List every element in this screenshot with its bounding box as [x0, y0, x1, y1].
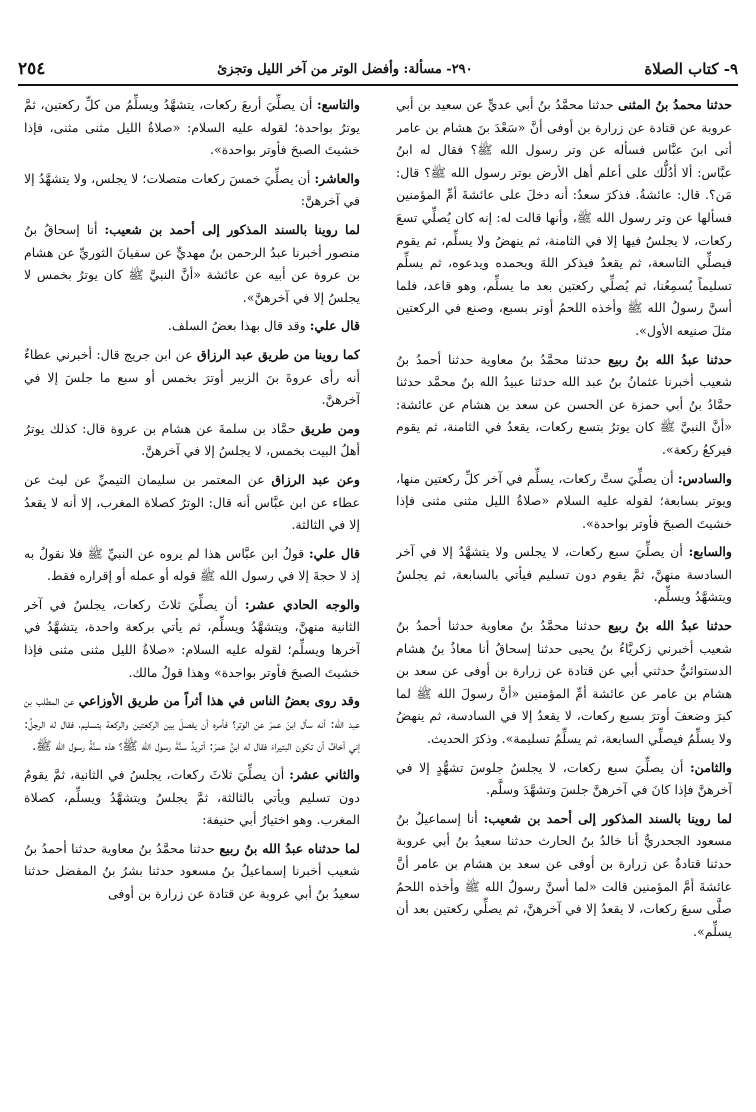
paragraph — [24, 168, 360, 213]
paragraph — [24, 690, 360, 758]
paragraph — [24, 764, 360, 832]
paragraph-lead: وقد روى بعضُ الناس في هذا أثراً من طريق الأوزاعي — [78, 693, 360, 709]
paragraph-text: أن يصلِّيَ سبع ركعات، لا يجلس ولا يتشهَّدُ إلا في آخر السادسة منهنَّ، ثمَّ يقوم دون تسليم فيأتي بالسابعة، ثم يجلسُ ويتشهَّدُ ويسلِّم. — [396, 544, 732, 605]
paragraph — [396, 349, 732, 462]
paragraph-text: قولُ ابن عبَّاس هذا لم يروه عن النبيِّ ﷺ فلا نقولُ به إذ لا حجةَ إلا في رسول الله ﷺ قوله أو عمله أو إقراره فقط. — [24, 545, 360, 584]
paragraph — [24, 219, 360, 309]
paragraph — [24, 344, 360, 412]
paragraph — [396, 808, 732, 944]
paragraph-lead: والتاسع: — [317, 97, 360, 112]
paragraph-text: حدثنا محمَّدُ بنُ معاوية حدثنا أحمدُ بنُ شعيب أخبرنا إسماعيلُ بنُ مسعود حدثنا بشرُ بنُ المفضل حدثنا سعيدُ بنُ أبي عروبة عن قتادة عن زرارة بن أوفى — [24, 840, 360, 901]
paragraph-lead: قال علي: — [309, 318, 360, 334]
paragraph-lead: حدثنا محمدُ بنُ المثنى — [617, 97, 732, 112]
paragraph-text: أن يصلِّيَ ستَّ ركعات، يسلِّم في آخر كلِّ ركعتين منها، ويوتر بسابعة؛ لقوله عليه السلام «صلاةُ الليل مثنى مثنى فإذا خشيتَ الصبحَ فأوتر بواحدة». — [396, 470, 732, 531]
paragraph-lead: والثاني عشر: — [289, 767, 360, 783]
page-number: ٢٥٤ — [18, 59, 46, 79]
paragraph-lead: والسادس: — [677, 470, 732, 486]
paragraph-lead: قال علي: — [309, 545, 360, 561]
paragraph-lead: لما روينا بالسند المذكور إلى أحمد بن شعيب: — [104, 221, 360, 237]
paragraph-text: حمَّاد بن سلمةَ عن هشام بن عروة قال: كذلك يوترُ أهلُ البيت بخمس، لا يجلسُ إلا في آخرهنَّ. — [24, 420, 360, 459]
paragraph-lead: والسابع: — [688, 544, 732, 560]
paragraph-lead: والوجه الحادي عشر: — [244, 596, 360, 612]
paragraph-lead: لما حدثناه عبدُ الله بنُ ربيع — [219, 840, 360, 856]
paragraph — [24, 594, 360, 684]
paragraph-lead: والعاشر: — [314, 170, 360, 186]
paragraph — [396, 541, 732, 609]
paragraph — [24, 418, 360, 463]
paragraph — [24, 315, 360, 338]
paragraph — [396, 757, 732, 802]
right-column — [396, 94, 732, 1094]
paragraph — [396, 94, 732, 343]
paragraph — [24, 838, 360, 906]
header-divider — [18, 84, 738, 86]
paragraph — [396, 615, 732, 751]
paragraph-lead: لما روينا بالسند المذكور إلى أحمد بن شعيب: — [483, 810, 732, 826]
left-column — [24, 94, 360, 1094]
paragraph-text: أن يصلِّيَ سبع ركعات، لا يجلسُ جلوسَ تشهُّدٍ إلا في آخرهنَّ فإذا كانَ في آخرهنَّ جلسَ وتشهَّدَ وسلَّم. — [396, 759, 732, 798]
paragraph — [396, 468, 732, 536]
paragraph-lead: حدثنا عبدُ الله بنُ ربيع — [608, 351, 732, 367]
paragraph-text: عن المطلب بن عبد الله: أنه سأل ابنَ عمرَ عن الوتر؟ فأمره أن يفصلَ بين الركعتين والركعة بتسليم، فقال له الرجلُ: إني أخافُ أن تكون البتيراءَ فقال له ابنُ عمرَ: أتريدُ سنَّةَ رسول الله ﷺ؟ هذه سنَّةُ رسول الله ﷺ. — [24, 693, 360, 754]
paragraph-text: أن يصلِّيَ ثلاثَ ركعات، يجلسُ في آخر الثانية منهنَّ، ويتشهَّدُ ويسلِّم، ثم يأتي بركعة واحدة، يتشهَّدُ في آخرها ويسلِّم؛ لقوله عليه السلام: «صلاةُ الليل مثنى مثنى فإذا خشيتَ الصبحَ فأوتر بواحدة» وهذا قولُ مالك. — [24, 596, 360, 680]
paragraph-lead: وعن عبد الرزاق — [271, 471, 360, 487]
paragraph-lead: ومن طريق — [300, 420, 360, 436]
paragraph-text: أنا إسحاقُ بنُ منصور أخبرنا عبدُ الرحمن بنُ مهديٍّ عن سفيانَ الثوريِّ عن هشام بن عروة عن أبيه عن عائشة «أنَّ النبيَّ ﷺ كان يوترُ بخمس لا يجلسُ إلا في آخرهنَّ». — [24, 221, 360, 305]
paragraph — [24, 469, 360, 537]
paragraph-lead: حدثنا عبدُ الله بنُ ربيع — [608, 618, 732, 634]
section-title: ٢٩٠- مسألة: وأفضل الوتر من آخر الليل وتجزئ — [217, 61, 473, 77]
page-header — [18, 56, 738, 82]
paragraph-text: وقد قال بهذا بعضُ السلف. — [167, 318, 310, 334]
paragraph-text: أن يصلِّيَ أربعَ ركعات، يتشهَّدُ ويسلِّمُ من كلِّ ركعتين، ثمَّ يوترُ بواحدة؛ لقوله عليه السلام: «صلاةُ الليل مثنى مثنى، فإذا خشيتَ الصبحَ فأوتر بواحدة». — [24, 97, 360, 158]
paragraph-lead: والثامن: — [689, 759, 732, 775]
paragraph-text: عن ابن جريج قال: أخبرني عطاءٌ أنه رأى عروةَ بنَ الزبير أوترَ بخمس أو سبع ما جلسَ إلا في آخرهنَّ. — [24, 346, 360, 408]
paragraph-text: أن يصلِّيَ ثلاثَ ركعات، يجلسُ في الثانية، ثمَّ يقومُ دون تسليم ويأتي بالثالثة، ثمَّ يجلسُ ويتشهَّدُ ويسلِّم، كصلاة المغرب. وهو اختيارُ أبي حنيفة: — [24, 767, 360, 828]
chapter-title: ٩- كتاب الصلاة — [644, 60, 738, 78]
paragraph — [24, 94, 360, 162]
paragraph-text: أن يصلِّيَ خمسَ ركعات متصلات؛ لا يجلس، ولا يتشهَّدُ إلا في آخرهنَّ: — [24, 170, 360, 209]
paragraph-text: عن المعتمر بن سليمان التيميِّ عن ليث عن عطاء عن ابن عبَّاس أنه قال: الوترُ كصلاة المغرب، إلا أنه لا يقعدُ إلا في الثالثة. — [24, 471, 360, 533]
paragraph-text: حدثنا محمَّدُ بنُ أبي عديٍّ عن سعيد بن أبي عروبة عن قتادة عن زرارة بن أوفى أنَّ «سَعْدَ بنَ هشام بن عامر أتى ابنَ عبَّاس فسأله عن وتر رسول الله ﷺ؟ فقال له ابنُ عبَّاس: ألا أدُلُّك على أعلم أهل الأرض بوتر رسول الله ﷺ؟ قال: مَن؟. قال: عائشةُ. فذكرَ سعدٌ: أنه دخلَ على عائشةَ أمِّ المؤمنين فسألها عن وتر رسول الله ﷺ، وأنها قالت له: إنه كان يُصلِّي تسعَ ركعات، لا يجلسُ فيها إلا في الثامنة، ثم ينهضُ ولا يسلِّم، ثم يقوم فيصلِّي التاسعة، ثم يقعدُ فيذكر اللهَ ويحمده ويدعوه، ثم يسلِّم تسليماً يُسمِعُنا، ثم يُصلِّي ركعتين بعد ما يسلِّم، وهو قاعد، فلما أسنَّ رسولُ الله ﷺ وأخذه اللحمُ أوتر بسبع، وصنع في الركعتين مثلَ صنيعه الأول». — [396, 97, 732, 338]
paragraph — [24, 543, 360, 588]
paragraph-text: أنا إسماعيلُ بنُ مسعود الجحدريُّ أنا خالدُ بنُ الحارث حدثنا سعيدُ بنُ أبي عروبة حدثنا قتادةُ عن زرارة بن أوفى عن سعد بن هشام بن عامر أنَّ عائشةَ أمَّ المؤمنين قالت «لما أسنَّ رسولُ الله ﷺ وأخذه اللحمُ صلَّى سبعَ ركعات، لا يقعدُ إلا في آخرهنَّ، ثم يصلِّي ركعتين بعد أن يسلِّم». — [396, 810, 732, 939]
paragraph-text: حدثنا محمَّدُ بنُ معاوية حدثنا أحمدُ بنُ شعيب أخبرني زكريَّاءُ بنُ يحيى حدثنا إسحاقُ أنا معاذُ بنُ هشام الدستوائيُّ حدثني أبي عن قتادة عن زرارة بن أوفى عن سعد بن هشام بن عامر عن عائشة أمِّ المؤمنين «أنَّ رسولَ الله ﷺ لما كبرَ وضعفَ أوترَ بسبع ركعات، لا يقعدُ إلا في السادسة، ثم ينهضُ ولا يسلِّمُ فيصلِّي السابعة، ثم يسلِّمُ تسليمة». وذكرَ الحديث. — [396, 618, 732, 747]
paragraph-text: حدثنا محمَّدُ بنُ معاوية حدثنا أحمدُ بنُ شعيب أخبرنا عثمانُ بنُ عبد الله حدثنا عبيدُ الله بنُ محمَّد حدثنا حمَّادُ بنُ أبي حمزة عن الحسن عن سعد بن هشام عن عائشة: «أنَّ النبيَّ ﷺ كان يوترُ بتسع ركعات، يقعدُ في الثامنة، ثم يقوم فيركعُ ركعة». — [396, 351, 732, 457]
paragraph-lead: كما روينا من طريق عبد الرزاق — [197, 346, 360, 362]
